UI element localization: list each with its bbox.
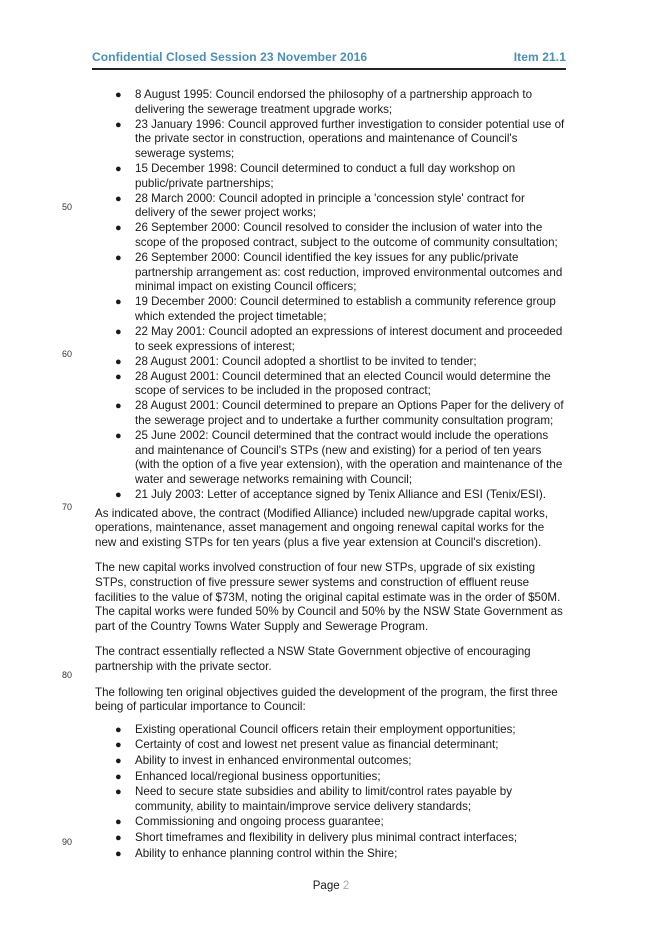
list-item	[95, 370, 565, 399]
bullet-icon: ●	[115, 754, 122, 767]
list-item	[95, 251, 565, 295]
page-footer	[0, 880, 662, 892]
bullet-icon: ●	[115, 192, 122, 205]
list-item	[95, 192, 565, 221]
paragraph-state-objective: The contract essentially reflected a NSW State Government objective of encouraging partnership with the private sector.	[95, 645, 531, 673]
list-item	[95, 221, 565, 250]
list-item-text: 28 August 2001: Council adopted a shortlist to be invited to tender;	[135, 354, 477, 368]
paragraph-capital-works: The new capital works involved construction of four new STPs, upgrade of six existing STPs, construction of five pressure sewer systems and construction of effluent reuse facilities to the value of $73M, noting the original capital estimate was in the order of $50M. The capital works were funded 50% by Council and 50% by the NSW State Government as part of the Country Towns Water Supply and Sewerage Program.	[95, 561, 563, 633]
list-item	[95, 399, 565, 428]
bullet-icon: ●	[115, 400, 122, 413]
list-item	[95, 723, 565, 738]
list-item	[95, 770, 565, 785]
header-session-title: Confidential Closed Session 23 November 2016	[92, 50, 368, 64]
list-item	[95, 815, 565, 830]
list-item-text: 26 September 2000: Council identified the key issues for any public/private partnership arrangement as: cost reduction, improved environmental outcomes and minimal impact on existing Council officers;	[135, 251, 563, 294]
bullet-icon: ●	[115, 118, 122, 131]
line-number-90: 90	[62, 837, 73, 847]
list-item	[95, 429, 565, 487]
list-item	[95, 754, 565, 769]
page-label: Page	[312, 880, 340, 892]
list-item	[95, 295, 565, 324]
list-item-text: Short timeframes and flexibility in delivery plus minimal contract interfaces;	[135, 830, 518, 844]
list-item-text: 23 January 1996: Council approved further investigation to consider potential use of the private sector in construction, operations and maintenance of Council's sewerage systems;	[135, 117, 565, 160]
list-item	[95, 488, 565, 503]
list-item-text: Enhanced local/regional business opportunities;	[135, 769, 381, 783]
bullet-icon: ●	[115, 723, 122, 736]
bullet-icon: ●	[115, 770, 122, 783]
bullet-icon: ●	[115, 739, 122, 752]
objectives-list	[95, 723, 565, 861]
document-body	[95, 88, 565, 862]
bullet-icon: ●	[115, 489, 122, 502]
bullet-icon: ●	[115, 296, 122, 309]
list-item-text: Certainty of cost and lowest net present value as financial determinant;	[135, 738, 499, 752]
list-item	[95, 847, 565, 862]
list-item	[95, 355, 565, 370]
list-item-text: 28 August 2001: Council determined to prepare an Options Paper for the delivery of the sewerage project and to undertake a further community consultation program;	[135, 399, 564, 428]
list-item-text: 19 December 2000: Council determined to establish a community reference group which extended the project timetable;	[135, 295, 556, 323]
list-item-text: Need to secure state subsidies and ability to limit/control rates payable by community, ability to maintain/improve service delivery standards;	[135, 785, 512, 813]
bullet-icon: ●	[115, 430, 122, 443]
paragraph-objectives-intro: The following ten original objectives guided the development of the program, the first three being of particular importance to Council:	[95, 685, 558, 714]
bullet-icon: ●	[115, 326, 122, 338]
list-item	[95, 118, 565, 162]
bullet-icon: ●	[115, 831, 122, 844]
page-number: 2	[342, 880, 350, 892]
council-history-list	[95, 88, 565, 503]
line-number-60: 60	[62, 349, 73, 359]
bullet-icon: ●	[115, 89, 122, 101]
bullet-icon: ●	[115, 847, 122, 860]
bullet-icon: ●	[115, 222, 122, 235]
line-number-50: 50	[62, 202, 73, 212]
bullet-icon: ●	[115, 816, 122, 829]
list-item-text: 8 August 1995: Council endorsed the philosophy of a partnership approach to delivering the sewerage treatment upgrade works;	[135, 88, 533, 116]
bullet-icon: ●	[115, 162, 122, 175]
bullet-icon: ●	[115, 252, 122, 265]
paragraph-contract-scope: As indicated above, the contract (Modified Alliance) included new/upgrade capital works, operations, maintenance, asset management and ongoing renewal capital works for the new and existing STPs for ten years (plus a five year extension at Council's discretion).	[95, 506, 549, 549]
list-item-text: 15 December 1998: Council determined to conduct a full day workshop on public/private partnerships;	[135, 161, 516, 190]
bullet-icon: ●	[115, 786, 122, 799]
list-item-text: 28 March 2000: Council adopted in principle a 'concession style' contract for delivery of the sewer project works;	[135, 191, 525, 220]
list-item-text: 21 July 2003: Letter of acceptance signed by Tenix Alliance and ESI (Tenix/ESI).	[135, 488, 546, 502]
list-item-text: 28 August 2001: Council determined that an elected Council would determine the scope of services to be included in the proposed contract;	[135, 369, 551, 398]
list-item	[95, 785, 565, 814]
list-item-text: 22 May 2001: Council adopted an expressions of interest document and proceeded to seek expressions of interest;	[135, 325, 563, 353]
list-item	[95, 162, 565, 191]
line-number-80: 80	[62, 670, 73, 680]
bullet-icon: ●	[115, 355, 122, 368]
list-item	[95, 325, 565, 354]
list-item-text: 25 June 2002: Council determined that the contract would include the operations and maintenance of Council's STPs (new and existing) for a period of ten years (with the option of a five year extension), with the operation and maintenance of the water and sewerage networks remaining with Council;	[135, 429, 563, 486]
bullet-icon: ●	[115, 370, 122, 383]
list-item	[95, 738, 565, 753]
list-item-text: 26 September 2000: Council resolved to consider the inclusion of water into the scope of the proposed contract, subject to the outcome of community consultation;	[135, 221, 558, 249]
list-item-text: Ability to enhance planning control within the Shire;	[135, 846, 398, 860]
list-item-text: Ability to invest in enhanced environmental outcomes;	[135, 753, 412, 767]
header-item-number: Item 21.1	[513, 50, 566, 64]
page-header	[92, 50, 566, 70]
list-item-text: Commissioning and ongoing process guarantee;	[135, 815, 384, 829]
list-item	[95, 831, 565, 846]
list-item-text: Existing operational Council officers retain their employment opportunities;	[135, 722, 516, 736]
line-number-70: 70	[62, 502, 73, 512]
list-item	[95, 88, 565, 117]
